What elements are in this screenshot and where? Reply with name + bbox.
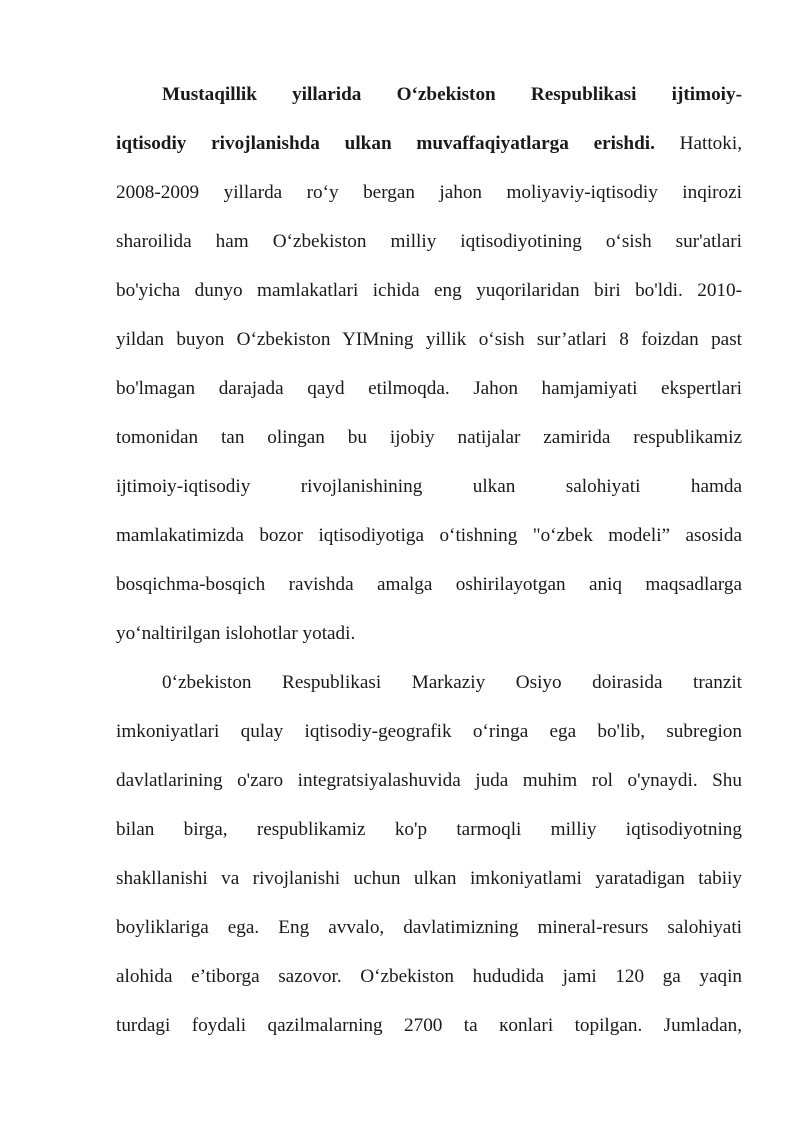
paragraph-2-line-5: shakllanishi va rivojlanishi uchun ulkan imkoniyatlami yaratadigan tabiiy: [116, 868, 742, 889]
paragraph-1-line-9: ijtimoiy-iqtisodiy rivojlanishining ulkan salohiyati hamda: [116, 476, 742, 497]
paragraph-1-line-6: yildan buyon O‘zbekiston YIMning yillik o‘sish sur’atlari 8 foizdan past: [116, 329, 742, 350]
paragraph-1-line-11: bosqichma-bosqich ravishda amalga oshirilayotgan aniq maqsadlarga: [116, 574, 742, 595]
paragraph-1-line-1: Mustaqillik yillarida O‘zbekiston Respublikasi ijtimoiy-: [162, 84, 742, 105]
paragraph-2-line-3: davlatlarining o'zaro integratsiyalashuvida juda muhim rol o'ynaydi. Shu: [116, 770, 742, 791]
paragraph-2: [116, 658, 742, 1050]
paragraph-2-line-6: boyliklariga ega. Eng avvalo, davlatimizning mineral-resurs salohiyati: [116, 917, 742, 938]
paragraph-2-line-2: imkoniyatlari qulay iqtisodiy-geografik o‘ringa ega bo'lib, subregion: [116, 721, 742, 742]
bold-lead-sentence: iqtisodiy rivojlanishda ulkan muvaffaqiyatlarga erishdi.: [116, 133, 655, 154]
paragraph-2-line-1: 0‘zbekiston Respublikasi Markaziy Osiyo doirasida tranzit: [162, 672, 742, 693]
paragraph-1-line-2-rest: Hattoki,: [654, 133, 742, 154]
paragraph-1-line-7: bo'lmagan darajada qayd etilmoqda. Jahon hamjamiyati ekspertlari: [116, 378, 742, 399]
paragraph-1-line-12: yo‘naltirilgan islohotlar yotadi.: [116, 623, 356, 644]
paragraph-2-line-8: turdagi foydali qazilmalarning 2700 ta кonlari topilgan. Jumladan,: [116, 1015, 742, 1036]
paragraph-2-line-4: bilan birga, respublikamiz ko'p tarmoqli milliy iqtisodiyotning: [116, 819, 742, 840]
paragraph-1-line-10: mamlakatimizda bozor iqtisodiyotiga o‘tishning "o‘zbek modeli” asosida: [116, 525, 742, 546]
paragraph-2-line-7: alohida e’tiborga sazovor. O‘zbekiston hududida jami 120 ga yaqin: [116, 966, 742, 987]
document-body: [116, 70, 742, 1050]
paragraph-1-line-3: 2008-2009 yillarda ro‘y bergan jahon moliyaviy-iqtisodiy inqirozi: [116, 182, 742, 203]
paragraph-1-line-2: [116, 119, 742, 168]
paragraph-1: [116, 70, 742, 658]
paragraph-1-line-8: tomonidan tan olingan bu ijobiy natijalar zamirida respublikamiz: [116, 427, 742, 448]
paragraph-1-line-4: sharoilida ham O‘zbekiston milliy iqtisodiyotining o‘sish sur'atlari: [116, 231, 742, 252]
paragraph-1-line-5: bo'yicha dunyo mamlakatlari ichida eng yuqorilaridan biri bo'ldi. 2010-: [116, 280, 742, 301]
